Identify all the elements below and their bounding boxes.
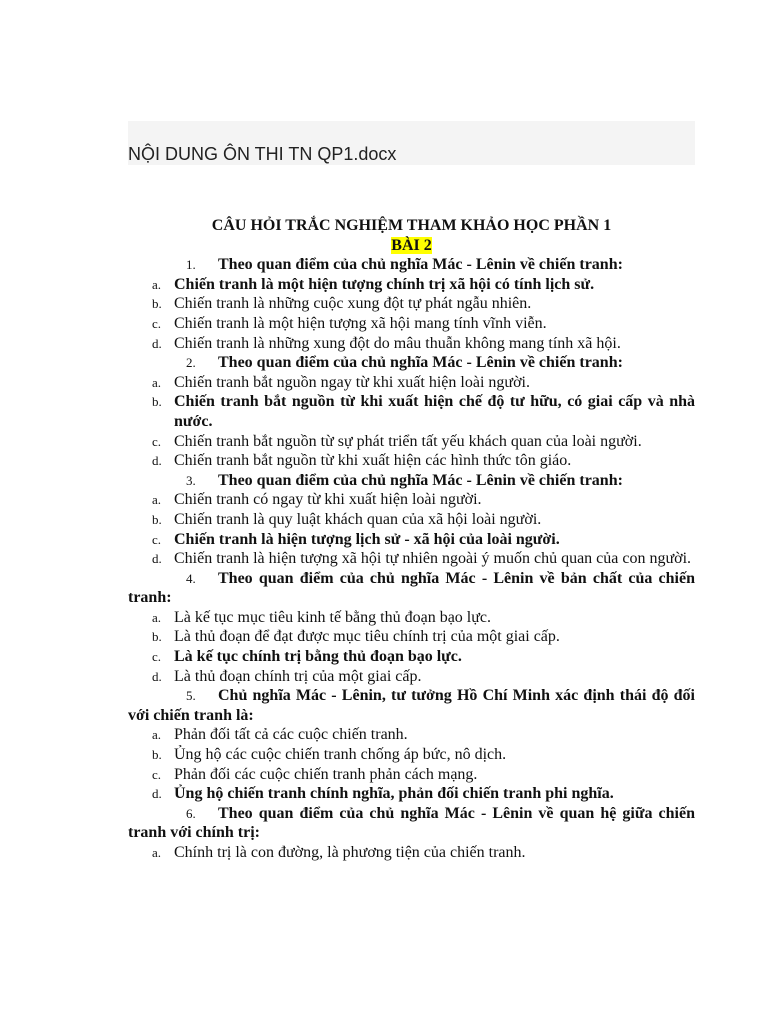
option-2d	[128, 451, 695, 471]
question-number: 6.	[186, 805, 196, 821]
section-heading	[128, 216, 695, 255]
question-number: 2.	[186, 355, 196, 371]
option-text: Chiến tranh là quy luật khách quan của xã hội loài người.	[174, 510, 542, 528]
option-text: Chiến tranh bắt nguồn ngay từ khi xuất hiện loài người.	[174, 373, 530, 391]
option-letter: d.	[152, 668, 162, 684]
question-1	[128, 255, 695, 275]
option-5c	[128, 765, 695, 785]
option-letter: d.	[152, 335, 162, 351]
option-text: Chiến tranh là những cuộc xung đột tự phát ngẫu nhiên.	[174, 295, 532, 313]
option-letter: c.	[152, 531, 162, 547]
option-1c	[128, 314, 695, 334]
question-number: 3.	[186, 472, 196, 488]
option-5a	[128, 725, 695, 745]
question-number: 5.	[186, 688, 196, 704]
option-text: Phản đối tất cả các cuộc chiến tranh.	[174, 726, 408, 744]
option-letter: d.	[152, 786, 162, 802]
question-number: 4.	[186, 570, 196, 586]
option-letter: a.	[152, 374, 162, 390]
option-text: Chiến tranh là một hiện tượng chính trị xã hội có tính lịch sử.	[174, 275, 595, 293]
option-letter: d.	[152, 453, 162, 469]
option-letter: c.	[152, 315, 162, 331]
option-1d	[128, 334, 695, 354]
option-letter: c.	[152, 433, 162, 449]
document-title: NỘI DUNG ÔN THI TN QP1.docx	[128, 144, 397, 164]
option-text: Chiến tranh là những xung đột do mâu thuẫn không mang tính xã hội.	[174, 334, 621, 352]
question-text: Theo quan điểm của chủ nghĩa Mác - Lênin về chiến tranh:	[218, 354, 623, 372]
option-text: Là thủ đoạn để đạt được mục tiêu chính trị của một giai cấp.	[174, 628, 560, 646]
question-text: Chủ nghĩa Mác - Lênin, tư tưởng Hồ Chí Minh xác định thái độ đối với chiến tranh là:	[128, 687, 695, 724]
option-letter: c.	[152, 766, 162, 782]
option-letter: b.	[152, 629, 162, 645]
option-text: Ủng hộ chiến tranh chính nghĩa, phản đối chiến tranh phi nghĩa.	[174, 785, 614, 803]
option-text: Chiến tranh có ngay từ khi xuất hiện loài người.	[174, 491, 482, 509]
option-4b	[128, 627, 695, 647]
option-letter: a.	[152, 609, 162, 625]
option-letter: c.	[152, 649, 162, 665]
option-letter: a.	[152, 845, 162, 860]
option-text: Chiến tranh là hiện tượng lịch sử - xã hội của loài người.	[174, 530, 560, 548]
question-4	[128, 569, 695, 608]
option-text: Chiến tranh bắt nguồn từ khi xuất hiện chế độ tư hữu, có giai cấp và nhà nước.	[174, 393, 695, 430]
heading-lesson: BÀI 2	[391, 236, 432, 254]
option-3a	[128, 490, 695, 510]
option-5d	[128, 784, 695, 804]
option-2b	[128, 392, 695, 431]
option-2c	[128, 432, 695, 452]
question-text: Theo quan điểm của chủ nghĩa Mác - Lênin về chiến tranh:	[218, 471, 623, 489]
question-text: Theo quan điểm của chủ nghĩa Mác - Lênin về chiến tranh:	[218, 256, 623, 274]
option-3c	[128, 530, 695, 550]
option-text: Chính trị là con đường, là phương tiện của chiến tranh.	[174, 844, 526, 861]
option-letter: d.	[152, 551, 162, 567]
option-letter: a.	[152, 727, 162, 743]
option-4c	[128, 647, 695, 667]
option-4a	[128, 608, 695, 628]
option-6a	[128, 843, 695, 863]
option-text: Là thủ đoạn chính trị của một giai cấp.	[174, 667, 422, 685]
heading-title: CÂU HỎI TRẮC NGHIỆM THAM KHẢO HỌC PHẦN 1	[211, 217, 612, 234]
option-text: Chiến tranh bắt nguồn từ khi xuất hiện các hình thức tôn giáo.	[174, 452, 572, 470]
question-5	[128, 686, 695, 725]
question-text: Theo quan điểm của chủ nghĩa Mác - Lênin về quan hệ giữa chiến tranh với chính trị:	[128, 804, 695, 842]
option-1a	[128, 275, 695, 295]
option-3b	[128, 510, 695, 530]
option-letter: b.	[152, 511, 162, 527]
option-3d	[128, 549, 695, 569]
option-text: Chiến tranh bắt nguồn từ sự phát triển tất yếu khách quan của loài người.	[174, 432, 642, 450]
document-title-bar	[128, 121, 695, 165]
option-letter: b.	[152, 747, 162, 763]
document-page	[128, 216, 695, 863]
option-2a	[128, 373, 695, 393]
option-letter: a.	[152, 492, 162, 508]
option-1b	[128, 294, 695, 314]
option-text: Ủng hộ các cuộc chiến tranh chống áp bức, nô dịch.	[174, 746, 507, 764]
question-text: Theo quan điểm của chủ nghĩa Mác - Lênin về bản chất của chiến tranh:	[128, 569, 695, 607]
question-2	[128, 353, 695, 373]
option-text: Là kế tục mục tiêu kinh tế bằng thủ đoạn bạo lực.	[174, 608, 492, 626]
option-text: Là kế tục chính trị bằng thủ đoạn bạo lực.	[174, 648, 462, 666]
option-text: Chiến tranh là một hiện tượng xã hội mang tính vĩnh viễn.	[174, 314, 547, 332]
question-6	[128, 804, 695, 843]
option-letter: b.	[152, 394, 162, 410]
option-letter: a.	[152, 276, 162, 292]
option-text: Phản đối các cuộc chiến tranh phản cách mạng.	[174, 765, 478, 783]
option-5b	[128, 745, 695, 765]
option-letter: b.	[152, 296, 162, 312]
option-4d	[128, 667, 695, 687]
option-text: Chiến tranh là hiện tượng xã hội tự nhiên ngoài ý muốn chủ quan của con người.	[174, 550, 692, 568]
question-3	[128, 471, 695, 491]
question-number: 1.	[186, 257, 196, 273]
